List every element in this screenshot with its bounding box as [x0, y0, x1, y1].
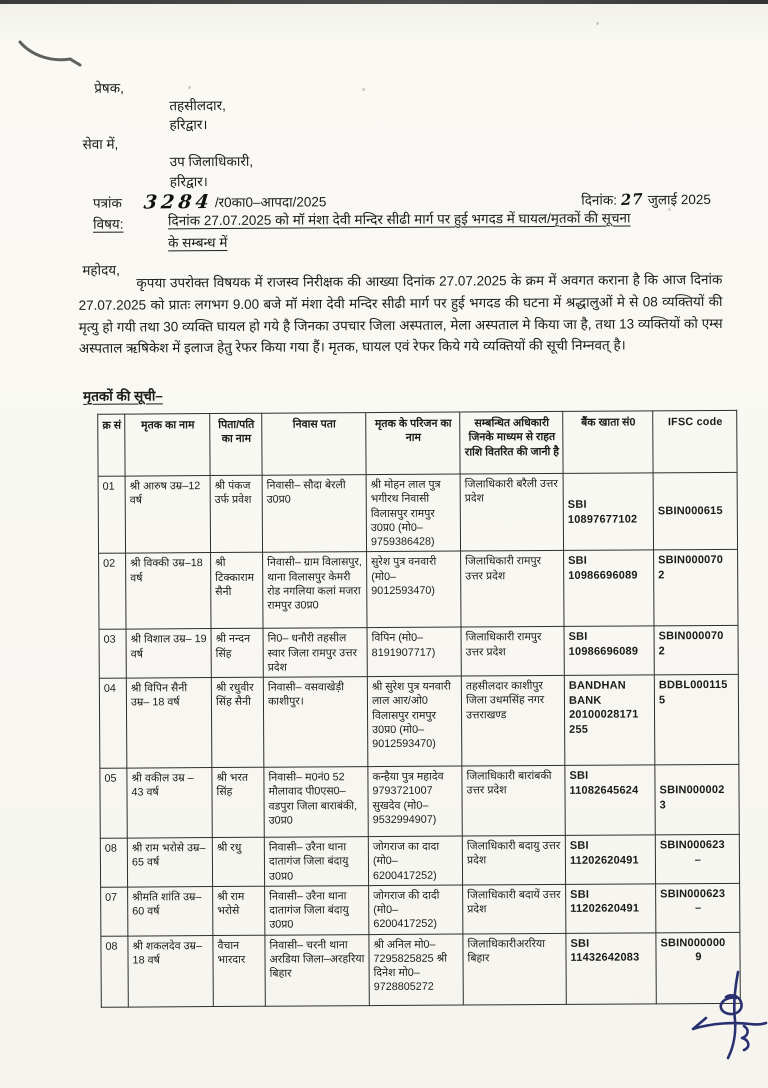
header-address: निवास पता	[262, 413, 366, 476]
table-header-row	[98, 410, 737, 476]
recipient-designation: उप जिलाधिकारी,	[169, 153, 254, 170]
subject-text	[168, 207, 724, 254]
cell-ifsc: SBIN000000 9	[656, 932, 740, 1004]
cell-address: निवासी– म0नं0 52 मौलावाद पी0एस0– वडपुरा जिला बाराबंकी, उ0प्र0	[264, 767, 368, 838]
ref-number-handwritten: 3284	[142, 191, 214, 214]
cell-relative: जोगराज का दादा (मो0– 6200417252)	[368, 836, 462, 885]
header-relative-name: मृतक के परिजन का नाम	[366, 412, 460, 475]
cell-officer: जिलाधिकारी बदायु उत्तर प्रदेश	[462, 835, 565, 884]
cell-deceased-name: श्री राम भरोसे उम्र–65 वर्ष	[127, 838, 212, 887]
cell-officer: जिलाधिकारीअररिया बिहार	[463, 933, 566, 1005]
cell-deceased-name: श्री शकलदेव उम्र– 18 वर्ष	[128, 935, 213, 1007]
cell-relative: कन्हैया पुत्र महादेव 9793721007 सुखदेव (मो0–9532994907)	[368, 766, 462, 837]
cell-officer: जिलाधिकारी बदायें उत्तर प्रदेश	[463, 884, 566, 933]
cell-relative: श्री सुरेश पुत्र यनवारी लाल आर/ओ0 विलासपुर रामपुर उ0प्र0 (मो0–9012593470)	[367, 676, 462, 767]
table-row	[100, 764, 739, 838]
table-row	[98, 472, 737, 553]
cell-address: निवासी– चरनी थाना अरडिया जिला–अरहरिया बिहार	[265, 934, 369, 1006]
table-row	[99, 626, 738, 679]
cell-relative: जोगराज की दादी (मो0– 6200417252)	[369, 885, 463, 934]
deceased-table	[97, 410, 741, 1007]
cell-address: निवासी– उरैना थाना दातागंज जिला बंदायु उ0प्र0	[264, 837, 368, 886]
cell-serial: 01	[98, 476, 125, 553]
cell-bank-account: BANDHAN BANK 20100028171 255	[564, 675, 655, 766]
ref-label: पत्रांक	[92, 195, 122, 211]
ref-suffix: /र0का0–आपदा/2025	[214, 194, 327, 211]
recipient-label: सेवा में,	[82, 136, 119, 152]
cell-deceased-name: श्री विशाल उम्र– 19 वर्ष	[126, 629, 211, 678]
cell-officer: तहसीलदार काशीपुर जिला उधमसिंह नगर उत्तराखण्ड	[461, 675, 565, 766]
date-rest: जुलाई 2025	[647, 191, 711, 208]
cell-deceased-name: श्री विक्की उम्र–18 वर्ष	[126, 553, 211, 630]
cell-deceased-name: श्री आरुष उम्र–12 वर्ष	[125, 476, 210, 554]
subject-line2: के सम्बन्ध में	[168, 234, 228, 251]
cell-ifsc: SBIN000070 2	[654, 550, 738, 627]
cell-deceased-name: श्री वकील उम्र – 43 वर्ष	[127, 768, 212, 839]
cell-bank-account: SBI 11202620491	[566, 884, 656, 933]
header-bank-account: बैंक खाता सं0	[563, 411, 653, 474]
cell-deceased-name: श्री विपिन सैनी उम्र– 18 वर्ष	[126, 678, 212, 769]
cell-bank-account: SBI 11082645624	[565, 765, 655, 836]
cell-ifsc: SBIN000623 –	[656, 883, 740, 932]
cell-relative: श्री मोहन लाल पुत्र भगीरथ निवासी विलासपुर रामपुर उ0प्र0 (मो0–9759386428)	[366, 474, 460, 552]
recipient-place: हरिद्वार।	[169, 174, 208, 190]
cell-officer: जिलाधिकारी बरैली उत्तर प्रदेश	[460, 473, 563, 551]
header-deceased-name: मृतक का नाम	[125, 414, 210, 477]
cell-father-name: श्री नन्दन सिंह	[211, 628, 263, 677]
header-father-name: पिता/पति का नाम	[210, 413, 262, 475]
cell-address: निवासी– वसवाखेड़ी काशीपुर।	[263, 677, 368, 768]
cell-ifsc: SBIN000623 –	[655, 834, 739, 883]
cell-relative: सुरेश पुत्र वनवारी (मो0–9012593470)	[367, 551, 461, 628]
cell-bank-account: SBI 11202620491	[565, 835, 655, 884]
cell-serial: 08	[100, 838, 127, 887]
header-officer: सम्बन्धित अधिकारी जिनके माध्यम से राहत राशि वितरित की जानी है	[460, 411, 563, 474]
cell-serial: 05	[100, 768, 127, 838]
sender-designation: तहसीलदार,	[169, 97, 226, 114]
deceased-list-heading: मृतकों की सूची–	[83, 388, 163, 404]
subject-line1: दिनांक 27.07.2025 को मॉ मंशा देवी मन्दिर सीढी मार्ग पर हुई भगदड में घायल/मृतकों की सूचना	[167, 210, 631, 229]
cell-serial: 08	[101, 936, 128, 1007]
cell-relative: श्री अनिल मो0–7295825825 श्री दिनेश मो0–9728805272	[369, 934, 463, 1006]
date-day-handwritten: 27	[620, 189, 645, 210]
table-row	[99, 674, 739, 768]
cell-father-name: श्री टिक्काराम सैनी	[211, 552, 263, 628]
cell-ifsc: SBIN000615	[653, 472, 737, 550]
sender-label: प्रेषक,	[94, 80, 124, 96]
header-ifsc: IFSC code	[653, 410, 737, 473]
cell-officer: जिलाधिकारी रामपुर उत्तर प्रदेश	[461, 627, 564, 676]
table-row	[101, 883, 740, 936]
cell-serial: 04	[99, 678, 127, 768]
cell-address: नि0– धनौरी तहसील स्वार जिला रामपुर उत्तर प्रदेश	[263, 628, 367, 677]
cell-relative: विपिन (मो0– 8191907717)	[367, 627, 461, 676]
cell-ifsc: SBIN000002 3	[655, 764, 739, 835]
table-row	[99, 550, 738, 630]
cell-father-name: वैचान भारदार	[213, 935, 265, 1006]
cell-father-name: श्री रधुवीर सिंह सैनी	[211, 677, 264, 767]
cell-father-name: श्री रधु	[212, 837, 264, 886]
cell-officer: जिलाधिकारी रामपुर उत्तर प्रदेश	[461, 551, 564, 628]
cell-father-name: श्री राम भरोसे	[213, 886, 265, 935]
sender-place: हरिद्वार।	[169, 117, 208, 133]
cell-father-name: श्री भरत सिंह	[212, 767, 264, 837]
cell-father-name: श्री पंकज उर्फ प्रवेश	[210, 475, 262, 553]
cell-address: निवासी– उरैना थाना दातागंज जिला बंदायु उ0प्र0	[265, 885, 369, 934]
cell-officer: जिलाधिकारी बारांबकी उत्तर प्रदेश	[462, 765, 565, 836]
cell-deceased-name: श्रीमति शांति उम्र–60 वर्ष	[128, 886, 213, 935]
cell-serial: 07	[101, 887, 128, 936]
cell-address: निवासी– सौदा बेरली उ0प्र0	[262, 475, 366, 553]
table-row	[100, 834, 739, 887]
cell-bank-account: SBI 11432642083	[566, 932, 656, 1004]
cell-serial: 02	[99, 553, 126, 629]
date-label: दिनांक:	[581, 192, 617, 208]
cell-bank-account: SBI 10897677102	[563, 473, 653, 551]
body-paragraph: कृपया उपरोक्त विषयक में राजस्व निरीक्षक की आख्या दिनांक 27.07.2025 के क्रम में अवगत कराना है कि आज दिनांक 27.07.2025 को प्रातः लगभग 9.00 बजे मॉ मंशा देवी मन्दिर सीढी मार्ग पर हुई भगदड की घटना में श्रद्धालुओं मे से 08 व्यक्तियों की मृत्यु हो गयी तथा 30 व्यक्ति घायल हो गये है जिनका उपचार जिला अस्पताल, मेला अस्पताल मे किया जा है, तथा 13 व्यक्तियों को एम्स अस्पताल ऋषिकेश में इलाज हेतु रेफर किया गया हैं। मृतक, घायल एवं रेफर किये गये व्यक्तियों की सूची निम्नवत् है।	[78, 271, 723, 357]
cell-ifsc: SBIN000070 2	[654, 626, 738, 675]
cell-bank-account: SBI 10986696089	[564, 550, 654, 627]
cell-bank-account: SBI 10986696089	[564, 626, 654, 675]
header-serial: क्र सं	[98, 414, 125, 476]
subject-label: विषय:	[92, 216, 124, 232]
cell-address: निवासी– ग्राम विलासपुर, थाना विलासपुर केमरी रोड नगलिया कलां मजरा रामपुर उ0प्र0	[263, 552, 367, 629]
salutation: महोदय,	[82, 262, 120, 278]
signature-icon	[688, 970, 768, 1066]
cell-serial: 03	[99, 629, 126, 678]
cell-ifsc: BDBL000115 5	[654, 674, 739, 765]
table-row	[101, 932, 740, 1007]
